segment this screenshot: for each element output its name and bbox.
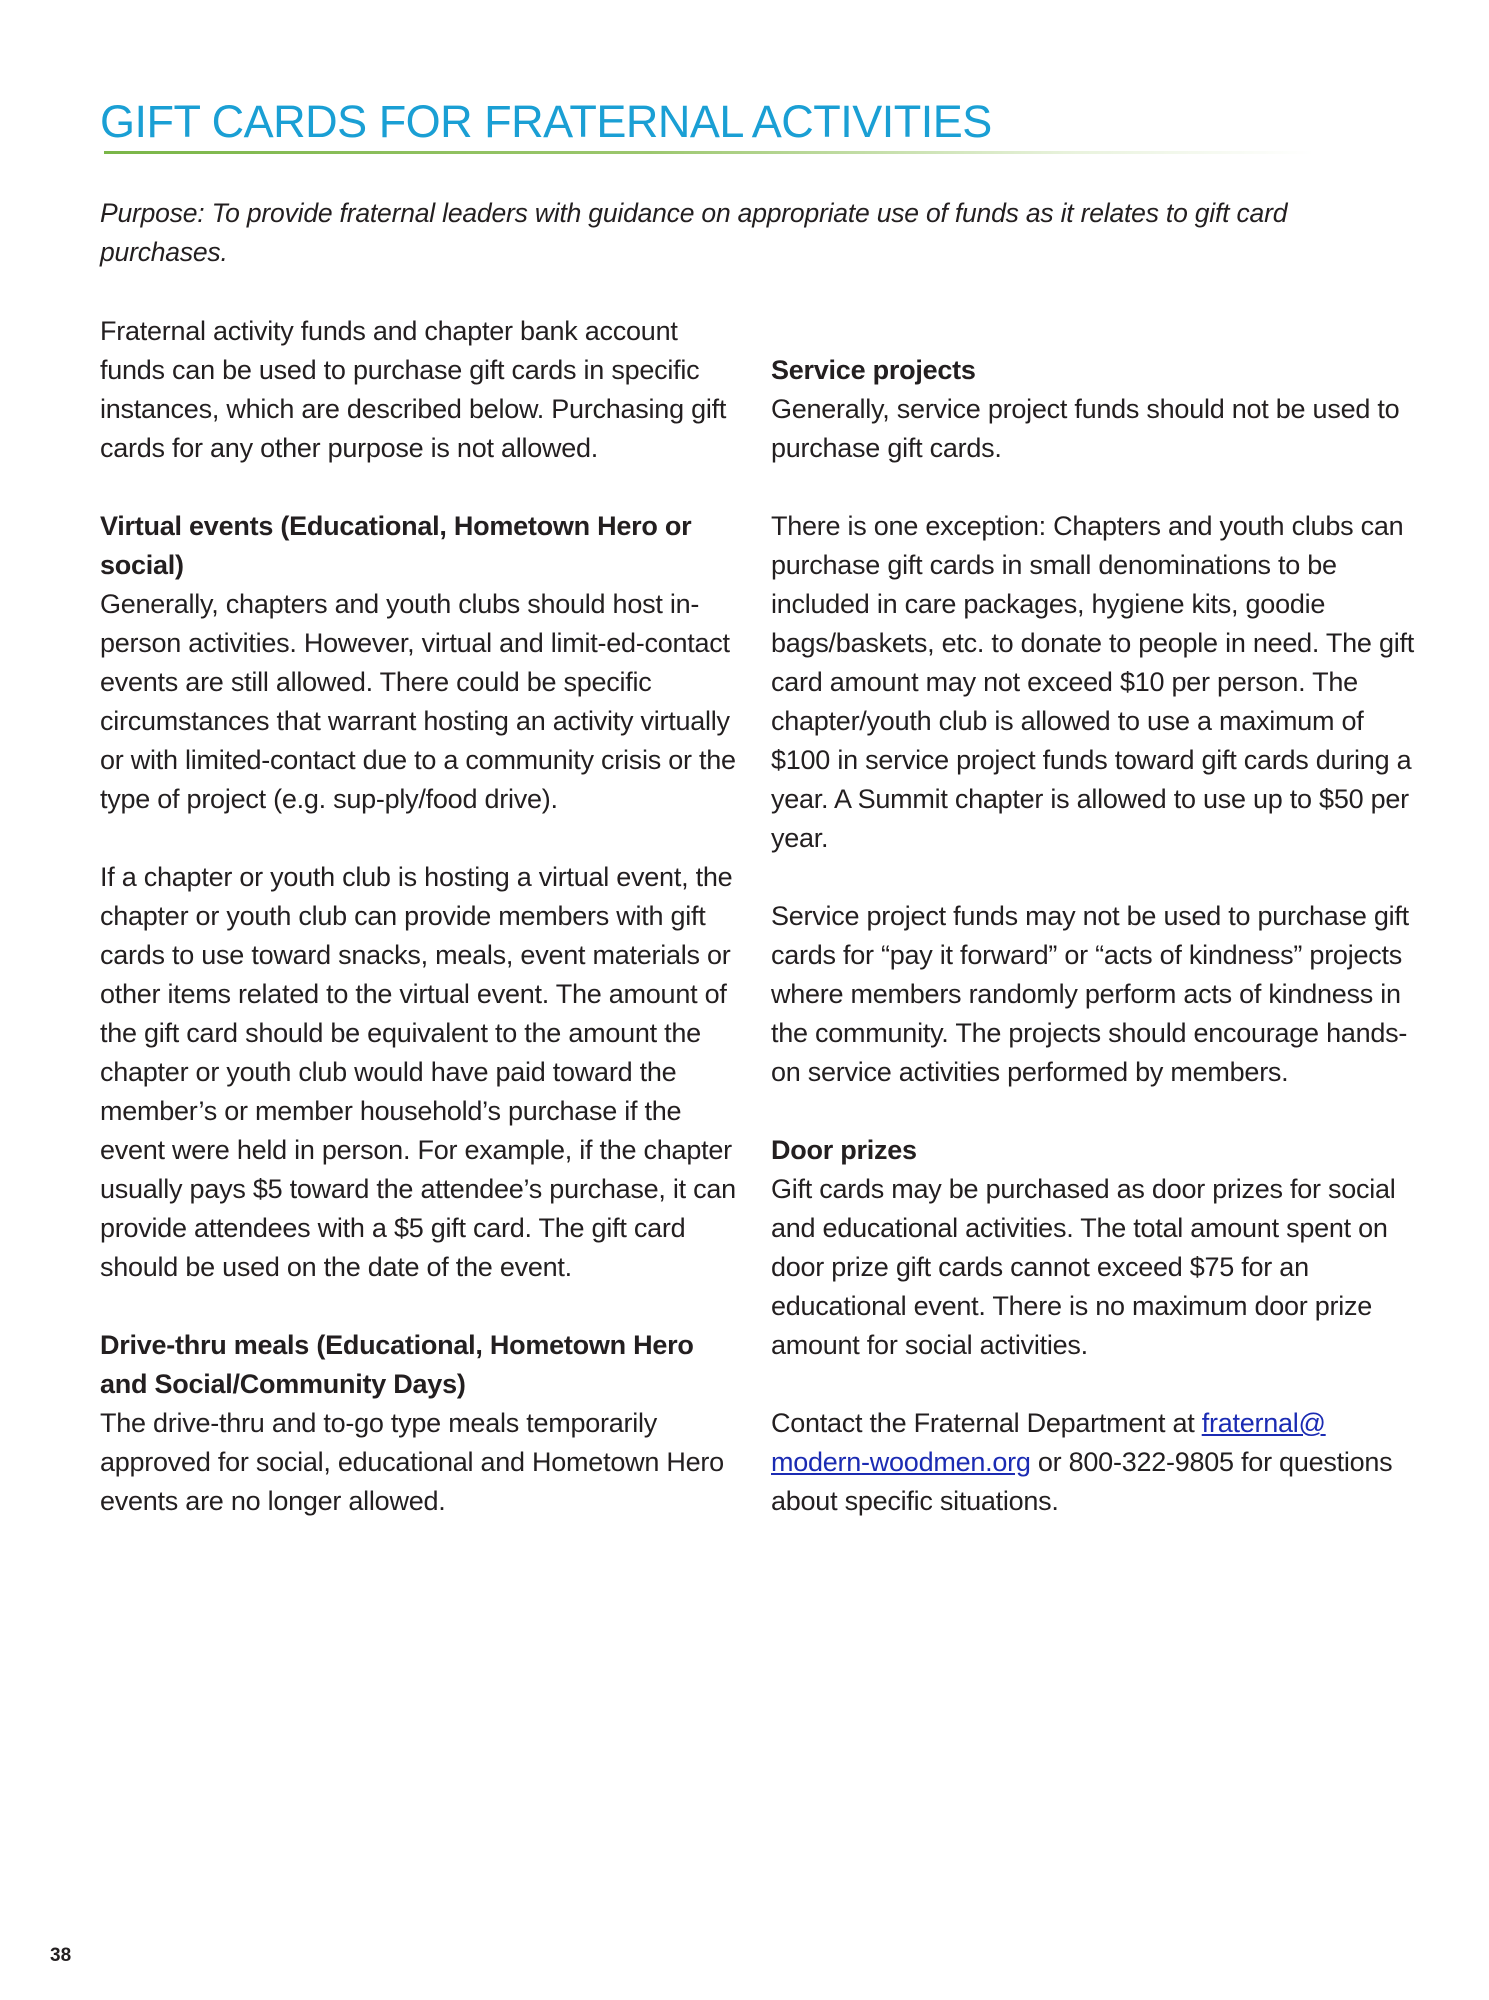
contact-text-before: Contact the Fraternal Department at [771, 1408, 1202, 1438]
service-projects-paragraph: Generally, service project funds should not be used to purchase gift cards. [771, 394, 1400, 463]
service-projects-exception-paragraph: There is one exception: Chapters and youth clubs can purchase gift cards in small denominations to be included in care packages, hygiene kits, goodie bags/baskets, etc. to donate to people in need. The gift card amount may not exceed $10 per person. The chapter/youth club is allowed to use a maximum of $100 in service project funds toward gift cards during a year. A Summit chapter is allowed to use up to $50 per year. [771, 511, 1414, 853]
drive-thru-meals-paragraph: The drive-thru and to-go type meals temporarily approved for social, educational and Hometown Hero events are no longer allowed. [100, 1408, 724, 1516]
door-prizes-heading: Door prizes [771, 1135, 917, 1165]
fraternal-email-link[interactable]: fraternal@ modern-woodmen.org [771, 1408, 1326, 1477]
drive-thru-meals-heading: Drive-thru meals (Educational, Hometown Hero and Social/Community Days) [100, 1330, 694, 1399]
contact-text-after: or 800-322-9805 for questions about specific situations. [771, 1447, 1393, 1516]
virtual-events-paragraph: Generally, chapters and youth clubs should host in-person activities. However, virtual and limit-ed-contact events are still allowed. There could be specific circumstances that warrant hosting an activity virtually or with limited-contact due to a community crisis or the type of project (e.g. sup-ply/food drive). [100, 589, 736, 814]
contact-paragraph [771, 1404, 1421, 1521]
service-projects-restriction-paragraph: Service project funds may not be used to purchase gift cards for “pay it forward” or “acts of kindness” projects where members randomly perform acts of kindness in the community. The projects should encourage hands-on service activities performed by members. [771, 901, 1409, 1087]
page-title: GIFT CARDS FOR FRATERNAL ACTIVITIES [100, 96, 992, 147]
virtual-events-gift-card-paragraph: If a chapter or youth club is hosting a virtual event, the chapter or youth club can provide members with gift cards to use toward snacks, meals, event materials or other items related to the virtual event. The amount of the gift card should be equivalent to the amount the chapter or youth club would have paid toward the member’s or member household’s purchase if the event were held in person. For example, if the chapter usually pays $5 toward the attendee’s purchase, it can provide attendees with a $5 gift card. The gift card should be used on the date of the event. [100, 862, 736, 1282]
title-divider [104, 151, 1314, 154]
intro-paragraph: Fraternal activity funds and chapter bank account funds can be used to purchase gift cards in specific instances, which are described below. Purchasing gift cards for any other purpose is not allowed. [100, 316, 727, 463]
virtual-events-heading: Virtual events (Educational, Hometown Hero or social) [100, 511, 692, 580]
page-number: 38 [50, 1945, 72, 1966]
left-column [100, 312, 745, 1560]
service-projects-heading: Service projects [771, 355, 976, 385]
purpose-statement: Purpose: To provide fraternal leaders with guidance on appropriate use of funds as it relates to gift card purchases. [100, 198, 1288, 267]
column-spacer [771, 312, 1421, 351]
door-prizes-paragraph: Gift cards may be purchased as door prizes for social and educational activities. The total amount spent on door prize gift cards cannot exceed $75 for an educational event. There is no maximum door prize amount for social activities. [771, 1174, 1396, 1360]
right-column [771, 312, 1421, 1560]
